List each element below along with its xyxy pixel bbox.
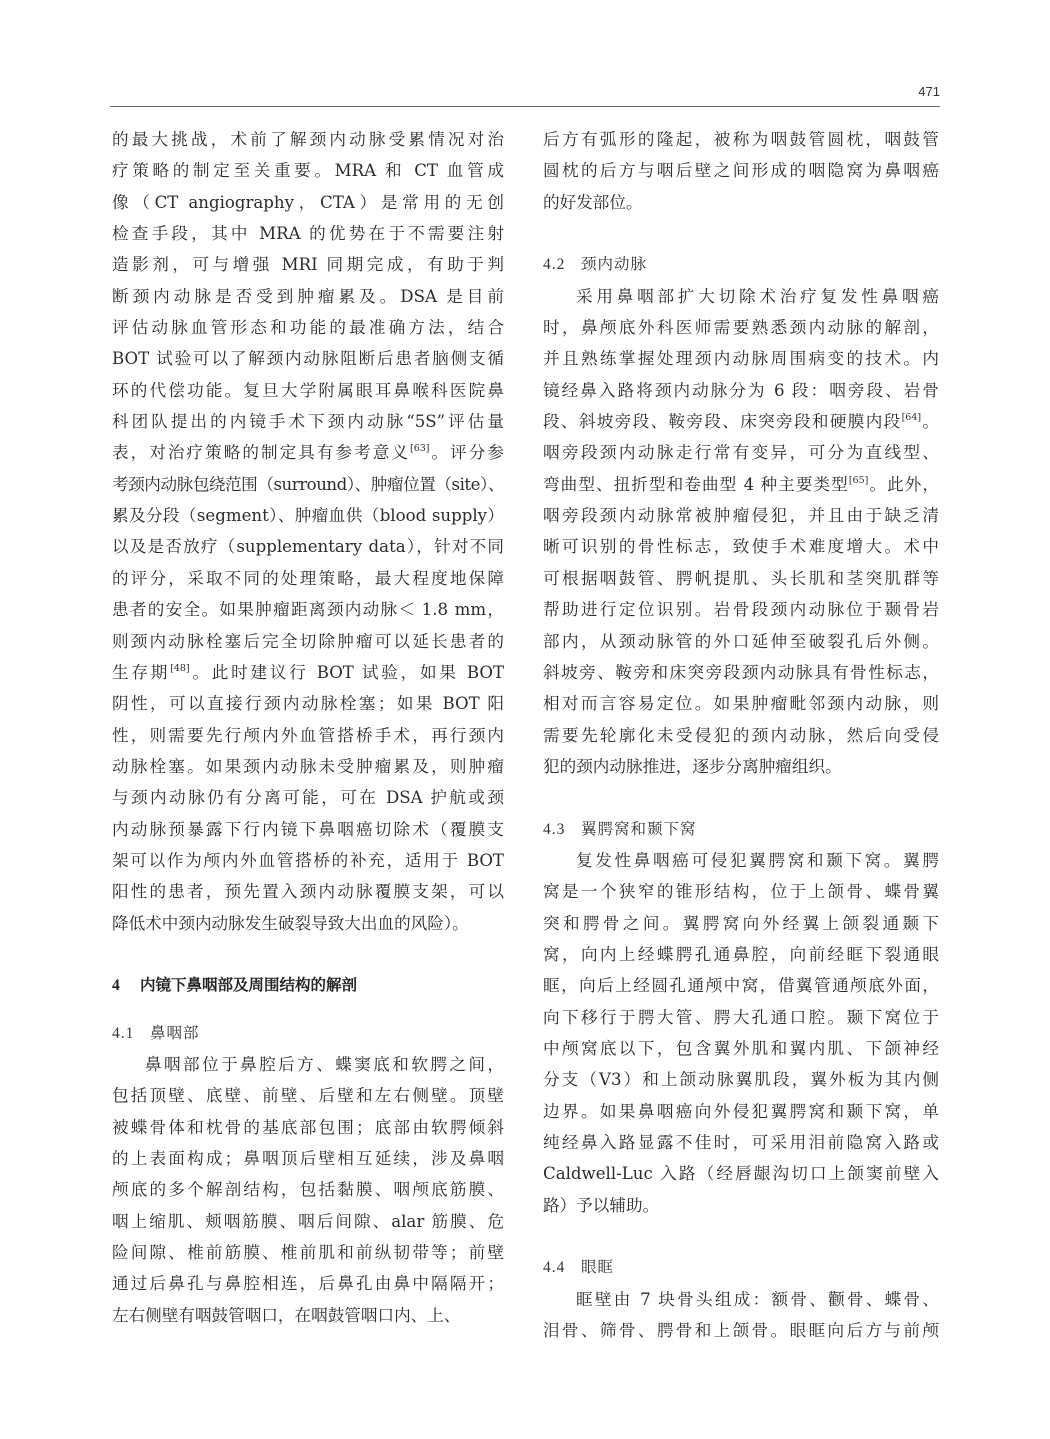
text-line: 鼻咽部位于鼻腔后方、蝶窦底和软腭之间， [145, 1054, 504, 1074]
paragraph-internal-carotid [543, 281, 939, 783]
text-line: 斜坡旁、鞍旁和床突旁段颈内动脉具有骨性标志， [543, 662, 939, 682]
paragraph-orbit [543, 1284, 939, 1347]
text-line: 环的代偿功能。复旦大学附属眼耳鼻喉科医院鼻 [112, 380, 504, 400]
text-line: 窝是一个狭窄的锥形结构，位于上颌骨、蝶骨翼 [543, 882, 939, 902]
subsection-number: 4.3 [543, 820, 566, 838]
text-line: 帮助进行定位识别。岩骨段颈内动脉位于颞骨岩 [543, 600, 939, 620]
text-line: 圆枕的后方与咽后壁之间形成的咽隐窝为鼻咽癌 [543, 161, 939, 181]
line-text: 弯曲型、扭折型和卷曲型 4 种主要类型 [543, 474, 849, 494]
paragraph-pterygopalatine [543, 845, 939, 1221]
text-line: 累及分段（segment）、肿瘤血供（blood supply） [112, 506, 504, 526]
subsection-title: 鼻咽部 [150, 1023, 200, 1042]
text-line: 纯经鼻入路显露不佳时，可采用泪前隐窝入路或 [543, 1133, 939, 1152]
text-line: 的最大挑战，术前了解颈内动脉受累情况对治 [112, 130, 504, 149]
text-line: 向下移行于腭大管、腭大孔通口腔。颞下窝位于 [543, 1007, 939, 1027]
text-line: 性，则需要先行颅内外血管搭桥手术，再行颈内 [112, 725, 504, 745]
text-line: 考颈内动脉包绕范围（surround）、肿瘤位置（site）、 [112, 474, 504, 494]
text-line: 包括顶壁、底壁、前壁、后壁和左右侧壁。顶壁 [112, 1086, 504, 1106]
text-line: 患者的安全。如果肿瘤距离颈内动脉＜ 1.8 mm， [112, 600, 504, 620]
right-column [543, 124, 939, 1346]
text-line: 相对而言容易定位。如果肿瘤毗邻颈内动脉，则 [543, 694, 939, 714]
text-line: 采用鼻咽部扩大切除术治疗复发性鼻咽癌 [576, 286, 939, 306]
text-line: 分支（V3）和上颌动脉翼肌段，翼外板为其内侧 [543, 1070, 939, 1090]
subsection-number: 4.1 [112, 1024, 135, 1042]
text-line: 突和腭骨之间。翼腭窝向外经翼上颌裂通颞下 [543, 913, 939, 933]
text-line: 的评分，采取不同的处理策略，最大程度地保障 [112, 568, 504, 588]
text-line: 架可以作为颅内外血管搭桥的补充，适用于 BOT [112, 850, 504, 870]
text-line [112, 437, 504, 468]
header-rule [110, 106, 940, 107]
text-line: 咽旁段颈内动脉常被肿瘤侵犯，并且由于缺乏清 [543, 506, 939, 526]
text-line: 眶壁由 7 块骨头组成：额骨、颧骨、蝶骨、 [576, 1289, 939, 1309]
text-line: 疗策略的制定至关重要。MRA 和 CT 血管成 [112, 161, 504, 181]
subsection-title: 翼腭窝和颞下窝 [581, 819, 697, 838]
citation-reference[interactable]: [64] [901, 412, 922, 424]
text-line: 犯的颈内动脉推进，逐步分离肿瘤组织。 [543, 756, 842, 776]
text-line: 的上表面构成；鼻咽顶后壁相互延续，涉及鼻咽 [112, 1149, 504, 1168]
paragraph-carotid-assessment [112, 124, 504, 939]
citation-reference[interactable]: [65] [848, 474, 869, 486]
text-line: 并且熟练掌握处理颈内动脉周围病变的技术。内 [543, 349, 939, 369]
spacer [543, 1221, 939, 1252]
section-heading-4 [112, 970, 504, 1001]
spacer [543, 782, 939, 813]
line-text: 段、斜坡旁段、鞍旁段、床突旁段和硬膜内段 [543, 412, 902, 432]
left-column [112, 124, 504, 1331]
subsection-title: 颈内动脉 [581, 255, 648, 274]
text-line: 断颈内动脉是否受到肿瘤累及。DSA 是目前 [112, 286, 504, 306]
text-line: 的好发部位。 [543, 192, 643, 212]
spacer [543, 218, 939, 249]
subsection-number: 4.4 [543, 1259, 566, 1277]
paragraph-nasopharynx [112, 1049, 504, 1331]
text-line: 复发性鼻咽癌可侵犯翼腭窝和颞下窝。翼腭 [576, 850, 939, 870]
line-text: 。此外， [868, 474, 940, 494]
text-line: 险间隙、椎前筋膜、椎前肌和前纵韧带等；前壁 [112, 1243, 504, 1263]
paragraph-continuation [543, 124, 939, 218]
text-line [543, 469, 939, 500]
text-line: 科团队提出的内镜手术下颈内动脉“5S”评估量 [112, 412, 504, 432]
line-text: 。 [921, 412, 940, 432]
line-text: 。评分参 [429, 443, 505, 463]
page-number: 471 [918, 84, 940, 99]
citation-reference[interactable]: [63] [410, 443, 430, 455]
text-line: 路）予以辅助。 [543, 1195, 660, 1215]
text-line: 可根据咽鼓管、腭帆提肌、头长肌和茎突肌群等 [543, 568, 939, 588]
spacer [112, 1002, 504, 1018]
text-line: 窝，向内上经蝶腭孔通鼻腔，向前经眶下裂通眼 [543, 944, 939, 964]
text-line: 眶，向后上经圆孔通颅中窝，借翼管通颅底外面， [543, 976, 939, 996]
text-line: BOT 试验可以了解颈内动脉阻断后患者脑侧支循 [112, 349, 504, 369]
text-line: 被蝶骨体和枕骨的基底部包围；底部由软腭倾斜 [112, 1117, 504, 1137]
text-line: 时，鼻颅底外科医师需要熟悉颈内动脉的解剖， [543, 318, 939, 338]
text-line: 阴性，可以直接行颈内动脉栓塞；如果 BOT 阳 [112, 694, 504, 714]
text-line: 需要先轮廓化未受侵犯的颈内动脉，然后向受侵 [543, 725, 939, 745]
text-line: 泪骨、筛骨、腭骨和上颌骨。眼眶向后方与前颅 [543, 1321, 939, 1341]
section-title: 内镜下鼻咽部及周围结构的解剖 [140, 976, 358, 995]
text-line: 后方有弧形的隆起，被称为咽鼓管圆枕，咽鼓管 [543, 130, 939, 149]
text-line: 颅底的多个解剖结构，包括黏膜、咽颅底筋膜、 [112, 1180, 504, 1200]
text-line: 内动脉预暴露下行内镜下鼻咽癌切除术（覆膜支 [112, 819, 504, 839]
text-line [112, 657, 504, 688]
text-line: 检查手段，其中 MRA 的优势在于不需要注射 [112, 224, 504, 244]
subsection-heading-4-4 [543, 1252, 939, 1283]
text-line: 中颅窝底以下，包含翼外肌和翼内肌、下颌神经 [543, 1038, 939, 1058]
text-line: 咽旁段颈内动脉走行常有变异，可分为直线型、 [543, 443, 939, 463]
text-line [543, 406, 939, 437]
text-line: 与颈内动脉仍有分离可能，可在 DSA 护航或颈 [112, 788, 504, 808]
text-line: Caldwell-Luc 入路（经唇龈沟切口上颌窦前壁入 [543, 1164, 939, 1184]
line-text: 。此时建议行 BOT 试验，如果 BOT [189, 662, 505, 682]
line-text: 表，对治疗策略的制定具有参考意义 [112, 443, 410, 463]
text-line: 晰可识别的骨性标志，致使手术难度增大。术中 [543, 537, 939, 557]
text-line: 部内，从颈动脉管的外口延伸至破裂孔后外侧。 [543, 631, 939, 651]
text-line: 则颈内动脉栓塞后完全切除肿瘤可以延长患者的 [112, 631, 504, 651]
subsection-heading-4-2 [543, 249, 939, 280]
text-line: 像（CT angiography，CTA）是常用的无创 [112, 192, 504, 212]
text-line: 降低术中颈内动脉发生破裂导致大出血的风险）。 [112, 913, 469, 933]
text-line: 阳性的患者，预先置入颈内动脉覆膜支架，可以 [112, 882, 504, 902]
text-line: 造影剂，可与增强 MRI 同期完成，有助于判 [112, 255, 504, 275]
subsection-heading-4-3 [543, 814, 939, 845]
text-line: 通过后鼻孔与鼻腔相连，后鼻孔由鼻中隔隔开； [112, 1274, 504, 1294]
text-line: 以及是否放疗（supplementary data），针对不同 [112, 537, 504, 557]
citation-reference[interactable]: [48] [170, 662, 190, 674]
text-line: 动脉栓塞。如果颈内动脉未受肿瘤累及，则肿瘤 [112, 756, 504, 776]
text-line: 边界。如果鼻咽癌向外侵犯翼腭窝和颞下窝，单 [543, 1101, 939, 1121]
text-line: 咽上缩肌、颊咽筋膜、咽后间隙、alar 筋膜、危 [112, 1211, 504, 1231]
text-line: 评估动脉血管形态和功能的最准确方法，结合 [112, 318, 504, 338]
text-line: 镜经鼻入路将颈内动脉分为 6 段：咽旁段、岩骨 [543, 380, 939, 400]
line-text: 生存期 [112, 662, 171, 682]
text-line: 左右侧壁有咽鼓管咽口，在咽鼓管咽口内、上、 [112, 1305, 461, 1325]
subsection-heading-4-1 [112, 1018, 504, 1049]
section-number: 4 [112, 977, 120, 995]
subsection-number: 4.2 [543, 256, 566, 274]
subsection-title: 眼眶 [581, 1258, 615, 1277]
spacer [112, 939, 504, 970]
